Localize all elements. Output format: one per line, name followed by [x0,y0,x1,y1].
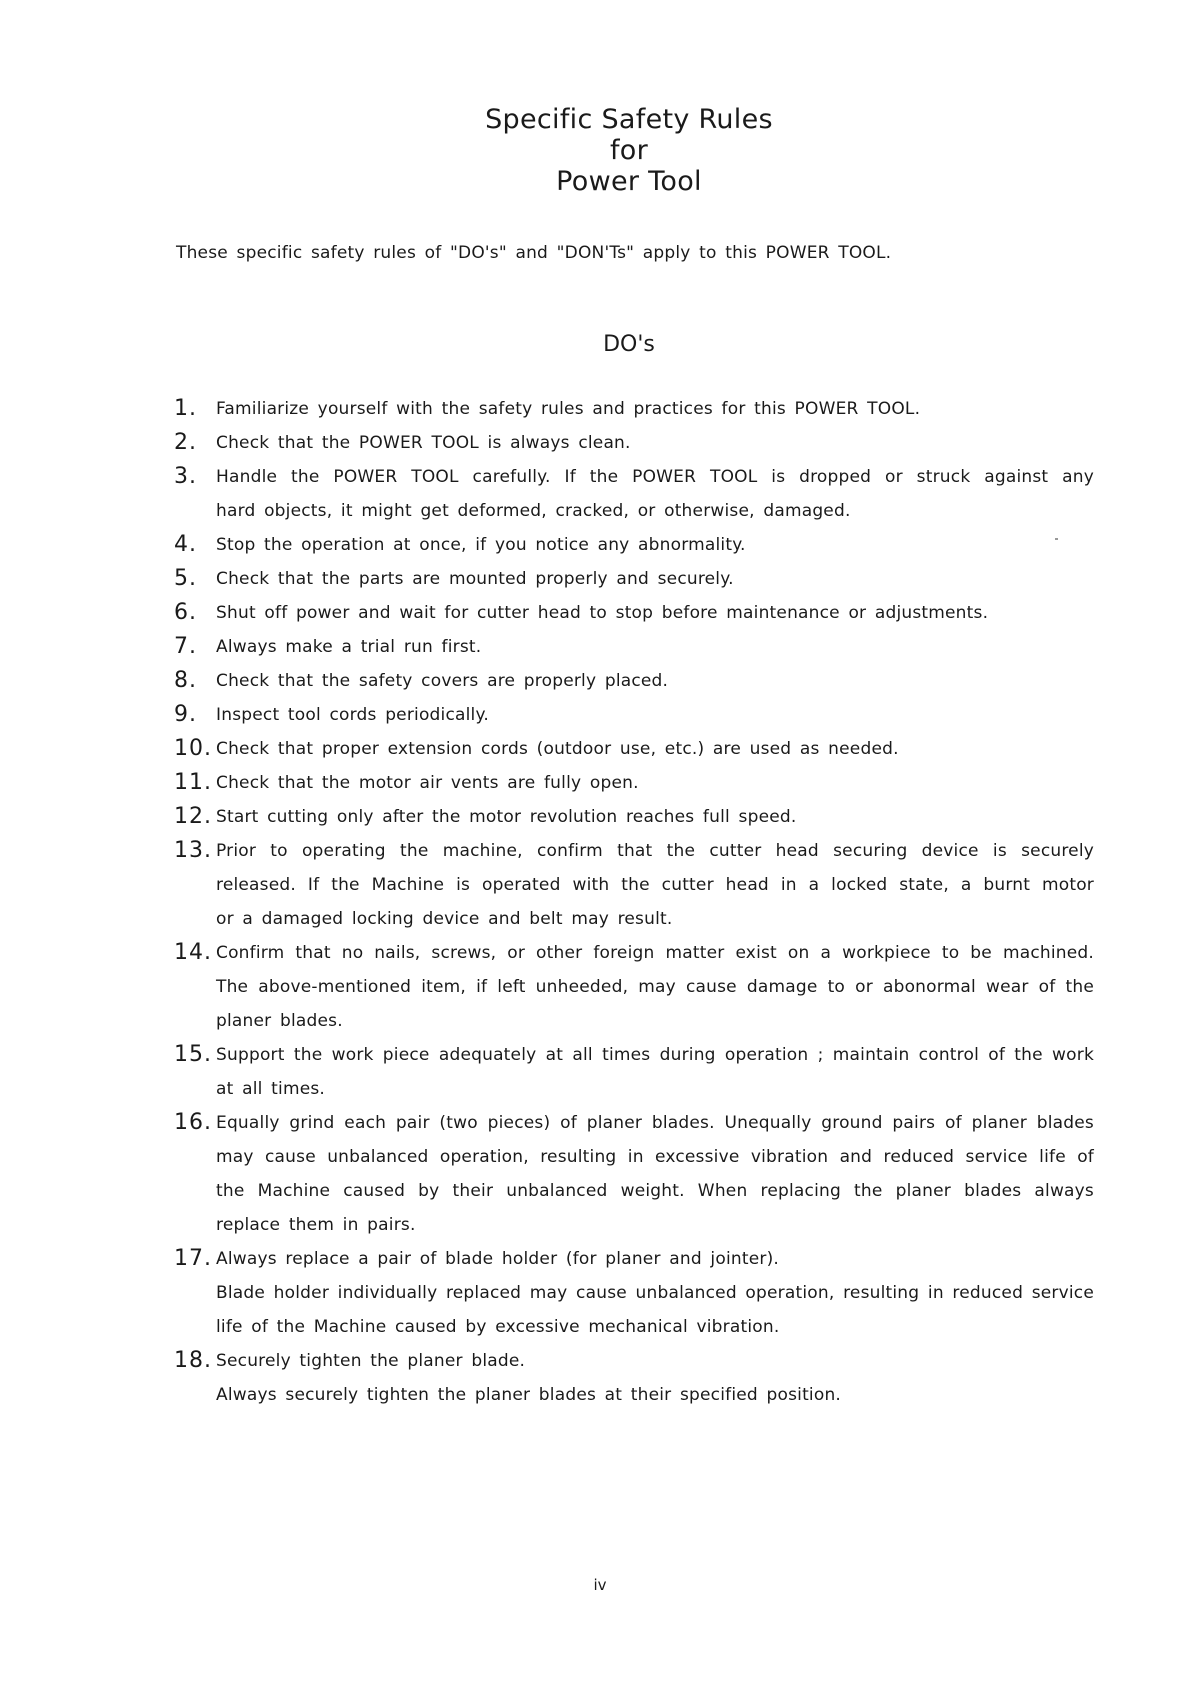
rule-text-line: Inspect tool cords periodically. [216,705,489,725]
rule-number: 18. [174,1348,212,1373]
rule-text-line: Blade holder individually replaced may cause unbalanced operation, resulting in reduced service [216,1283,1094,1303]
rule-item [174,698,1094,732]
rule-text-line: Always securely tighten the planer blades at their specified position. [216,1385,842,1405]
rule-text-line: Check that the parts are mounted properly and securely. [216,569,734,589]
rule-text-line: Confirm that no nails, screws, or other foreign matter exist on a workpiece to be machined. [216,943,1094,963]
rule-text-line: Familiarize yourself with the safety rules and practices for this POWER TOOL. [216,399,921,419]
rule-text-line: at all times. [216,1079,326,1099]
rule-item [174,426,1094,460]
rule-number: 12. [174,804,212,829]
rule-text-line: The above-mentioned item, if left unheeded, may cause damage to or abonormal wear of the [216,977,1094,997]
title-line-1: Specific Safety Rules [485,104,773,135]
rule-number: 17. [174,1246,212,1271]
intro-paragraph: These specific safety rules of "DO's" and "DON'Ts" apply to this POWER TOOL. [176,243,892,263]
title-line-2: for [609,135,649,166]
rule-number: 8. [174,668,197,693]
rule-text-line: Always replace a pair of blade holder (for planer and jointer). [216,1249,780,1269]
rule-item [174,1344,1094,1412]
rule-number: 13. [174,838,212,863]
scan-speck [1055,538,1058,540]
title-line-3: Power Tool [556,166,702,197]
rule-text-line: hard objects, it might get deformed, cracked, or otherwise, damaged. [216,501,851,521]
rule-text-line: Securely tighten the planer blade. [216,1351,526,1371]
rule-text-line: Handle the POWER TOOL carefully. If the POWER TOOL is dropped or struck against any [216,467,1094,487]
rule-item [174,834,1094,936]
rule-number: 16. [174,1110,212,1135]
rule-number: 2. [174,430,197,455]
rule-item [174,766,1094,800]
rule-text-line: planer blades. [216,1011,343,1031]
rules-list [174,392,1094,1412]
rule-text-line: Stop the operation at once, if you notice any abnormality. [216,535,746,555]
rule-text-line: Prior to operating the machine, confirm that the cutter head securing device is securely [216,841,1094,861]
rule-item [174,1242,1094,1344]
rule-text-line: may cause unbalanced operation, resulting in excessive vibration and reduced service life of [216,1147,1094,1167]
rule-item [174,392,1094,426]
rule-text-line: replace them in pairs. [216,1215,416,1235]
rule-number: 11. [174,770,212,795]
rule-text-line: Start cutting only after the motor revolution reaches full speed. [216,807,797,827]
rule-number: 6. [174,600,197,625]
rule-item [174,528,1094,562]
rule-number: 9. [174,702,197,727]
rule-item [174,1106,1094,1242]
rule-text-line: Always make a trial run first. [216,637,482,657]
rule-item [174,732,1094,766]
rule-text-line: Shut off power and wait for cutter head to stop before maintenance or adjustments. [216,603,989,623]
rule-text-line: Check that the POWER TOOL is always clean. [216,433,631,453]
rule-number: 5. [174,566,197,591]
rule-text-line: or a damaged locking device and belt may result. [216,909,673,929]
rule-item [174,936,1094,1038]
rule-number: 1. [174,396,197,421]
section-heading-dos: DO's [603,332,655,357]
rule-item [174,664,1094,698]
rule-item [174,460,1094,528]
rule-item [174,596,1094,630]
rule-text-line: Equally grind each pair (two pieces) of planer blades. Unequally ground pairs of planer blades [216,1113,1094,1133]
page-title [0,104,1190,197]
rule-item [174,630,1094,664]
rule-text-line: life of the Machine caused by excessive mechanical vibration. [216,1317,780,1337]
rule-number: 7. [174,634,197,659]
rule-text-line: the Machine caused by their unbalanced weight. When replacing the planer blades always [216,1181,1094,1201]
rule-text-line: released. If the Machine is operated with the cutter head in a locked state, a burnt motor [216,875,1094,895]
rule-number: 3. [174,464,197,489]
page-number: iv [593,1576,607,1594]
rule-number: 14. [174,940,212,965]
rule-number: 10. [174,736,212,761]
rule-number: 4. [174,532,197,557]
rule-item [174,800,1094,834]
rule-item [174,562,1094,596]
rule-text-line: Check that the motor air vents are fully open. [216,773,639,793]
rule-item [174,1038,1094,1106]
rule-text-line: Support the work piece adequately at all times during operation ; maintain control of the work [216,1045,1094,1065]
rule-number: 15. [174,1042,212,1067]
rule-text-line: Check that proper extension cords (outdoor use, etc.) are used as needed. [216,739,899,759]
rule-text-line: Check that the safety covers are properly placed. [216,671,669,691]
